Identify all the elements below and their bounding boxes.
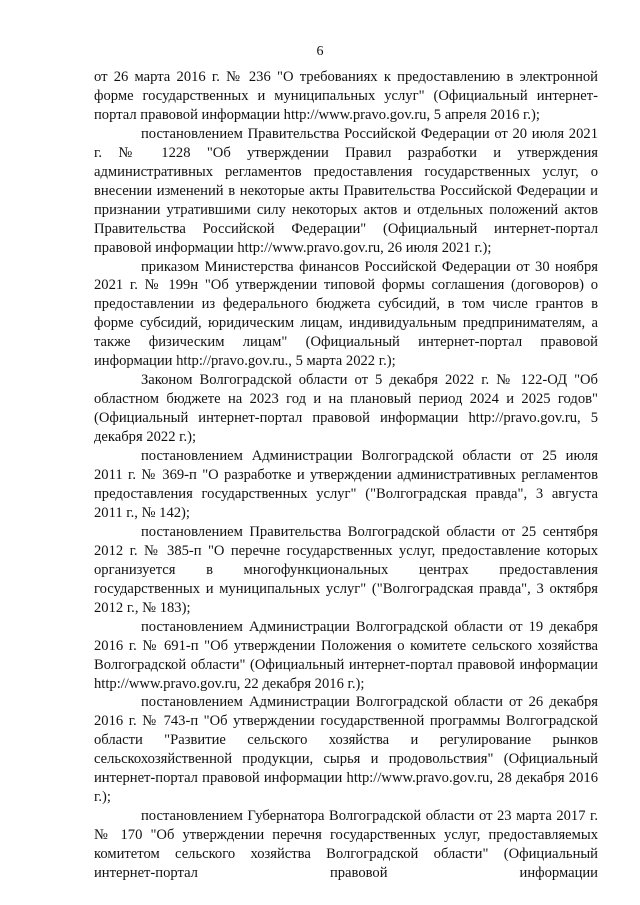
paragraph-governor-decree-170: постановлением Губернатора Волгоградской области от 23 марта 2017 г. № 170 "Об утверждении перечня государственных услуг, предоставляемых комитетом сельского хозяйства Волгоградской области" (Официальный интернет-портал правовой информации [94, 808, 598, 882]
paragraph-continuation: от 26 марта 2016 г. № 236 "О требованиях к предоставлению в электронной форме государственных и муниципальных услуг" (Официальный интернет-портал правовой информации http://www.pravo.gov.ru, 5 апреля 2016 г.); [94, 69, 598, 123]
document-body [94, 68, 598, 883]
paragraph-decree-743-p: постановлением Администрации Волгоградской области от 26 декабря 2016 г. № 743-п "Об утверждении государственной программы Волгоградской области "Развитие сельского хозяйства и регулирование рынков сельскохозяйственной продукции, сырья и продовольствия" (Официальный интернет-портал правовой информации http://www.pravo.gov.ru, 28 декабря 2016 г.); [94, 694, 598, 806]
paragraph-decree-369-p: постановлением Администрации Волгоградской области от 25 июля 2011 г. № 369-п "О разработке и утверждении административных регламентов предоставления государственных услуг" ("Волгоградская правда", 3 августа 2011 г., № 142); [94, 448, 598, 521]
paragraph-decree-385-p: постановлением Правительства Волгоградской области от 25 сентября 2012 г. № 385-п "О перечне государственных услуг, предоставление которых организуется в многофункциональных центрах предоставления государственных и муниципальных услуг" ("Волгоградская правда", 3 октября 2012 г., № 183); [94, 523, 598, 616]
paragraph-government-decree-1228: постановлением Правительства Российской Федерации от 20 июля 2021 г. № 1228 "Об утверждении Правил разработки и утверждения административных регламентов предоставления государственных услуг, о внесении изменений в некоторые акты Правительства Российской Федерации и признании утратившими силу некоторых актов и отдельных положений актов Правительства Российской Федерации" (Официальный интернет-портал правовой информации http://www.pravo.gov.ru, 26 июля 2021 г.); [94, 125, 598, 256]
paragraph-ministry-order-199n: приказом Министерства финансов Российской Федерации от 30 ноября 2021 г. № 199н "Об утверждении типовой формы соглашения (договоров) о предоставлении из федерального бюджета субсидий, в том числе грантов в форме субсидий, юридическим лицам, индивидуальным предпринимателям, а также физическим лицам" (Официальный интернет-портал правовой информации http://pravo.gov.ru., 5 марта 2022 г.); [94, 258, 598, 370]
paragraph-decree-691-p: постановлением Администрации Волгоградской области от 19 декабря 2016 г. № 691-п "Об утверждении Положения о комитете сельского хозяйства Волгоградской области" (Официальный интернет-портал правовой информации http://www.pravo.gov.ru, 22 декабря 2016 г.); [94, 618, 598, 692]
page-number: 6 [316, 44, 324, 59]
paragraph-regional-law-122-od: Законом Волгоградской области от 5 декабря 2022 г. № 122-ОД "Об областном бюджете на 2023 год и на плановый период 2024 и 2025 годов" (Официальный интернет-портал правовой информации http://pravo.gov.ru, 5 декабря 2022 г.); [94, 372, 598, 446]
